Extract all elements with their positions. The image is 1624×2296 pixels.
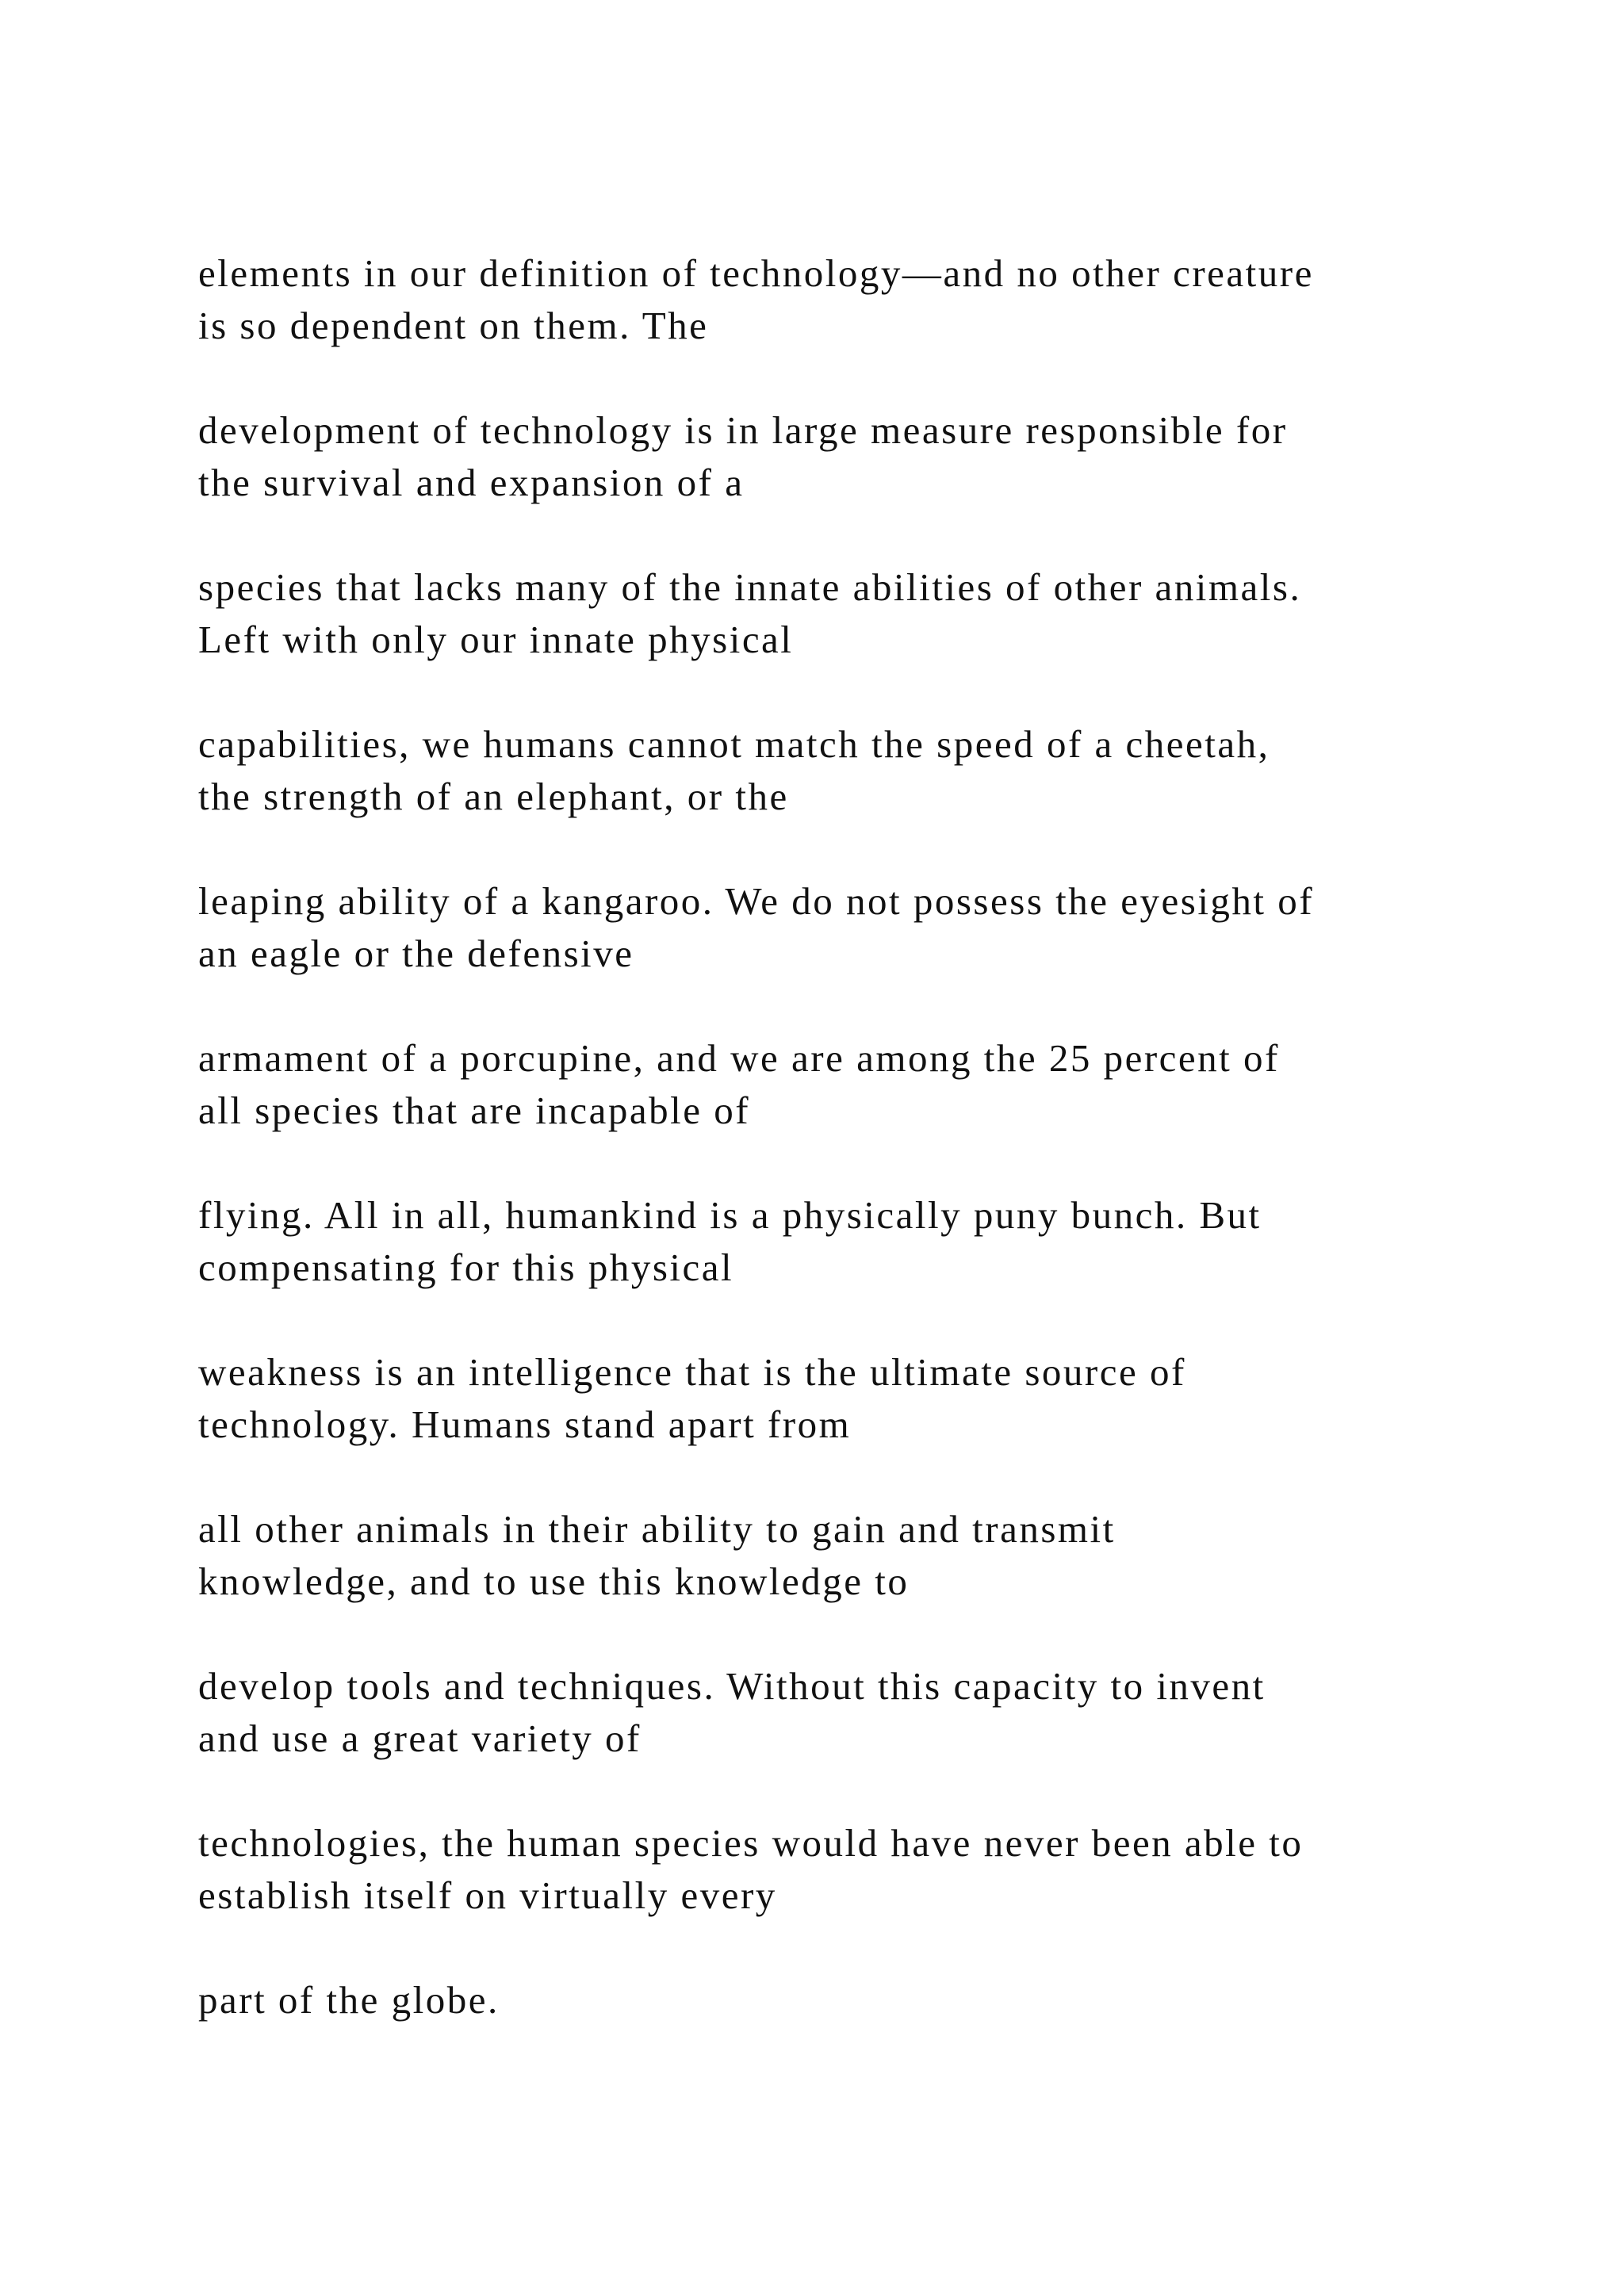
paragraph-line: compensating for this physical bbox=[198, 1246, 734, 1289]
paragraph-7 bbox=[198, 1189, 1507, 1294]
paragraph-line: and use a great variety of bbox=[198, 1716, 642, 1760]
body-text bbox=[198, 247, 1507, 2079]
paragraph-11 bbox=[198, 1817, 1507, 1922]
paragraph-line: all species that are incapable of bbox=[198, 1089, 751, 1132]
paragraph-line: capabilities, we humans cannot match the speed of a cheetah, bbox=[198, 722, 1270, 766]
paragraph-6 bbox=[198, 1032, 1507, 1137]
paragraph-2 bbox=[198, 404, 1507, 509]
paragraph-line: is so dependent on them. The bbox=[198, 304, 709, 347]
paragraph-line: leaping ability of a kangaroo. We do not possess the eyesight of bbox=[198, 879, 1315, 923]
paragraph-line: develop tools and techniques. Without this capacity to invent bbox=[198, 1664, 1266, 1708]
paragraph-line: flying. All in all, humankind is a physically puny bunch. But bbox=[198, 1193, 1262, 1237]
paragraph-line: part of the globe. bbox=[198, 1978, 500, 2022]
paragraph-line: species that lacks many of the innate abilities of other animals. bbox=[198, 565, 1302, 609]
paragraph-10 bbox=[198, 1660, 1507, 1765]
paragraph-8 bbox=[198, 1346, 1507, 1451]
paragraph-line: Left with only our innate physical bbox=[198, 618, 794, 661]
paragraph-line: development of technology is in large measure responsible for bbox=[198, 408, 1288, 452]
paragraph-line: the strength of an elephant, or the bbox=[198, 775, 789, 818]
paragraph-line: all other animals in their ability to gain and transmit bbox=[198, 1507, 1116, 1551]
paragraph-line: establish itself on virtually every bbox=[198, 1873, 777, 1917]
paragraph-4 bbox=[198, 718, 1507, 823]
paragraph-line: armament of a porcupine, and we are among the 25 percent of bbox=[198, 1036, 1280, 1080]
paragraph-9 bbox=[198, 1503, 1507, 1608]
paragraph-line: weakness is an intelligence that is the ultimate source of bbox=[198, 1350, 1186, 1394]
paragraph-1 bbox=[198, 247, 1507, 352]
paragraph-line: the survival and expansion of a bbox=[198, 461, 745, 504]
paragraph-line: technology. Humans stand apart from bbox=[198, 1402, 852, 1446]
paragraph-12 bbox=[198, 1974, 1507, 2026]
paragraph-line: knowledge, and to use this knowledge to bbox=[198, 1559, 910, 1603]
paragraph-5 bbox=[198, 875, 1507, 980]
paragraph-line: an eagle or the defensive bbox=[198, 932, 634, 975]
paragraph-line: elements in our definition of technology—and no other creature bbox=[198, 251, 1314, 295]
paragraph-3 bbox=[198, 561, 1507, 666]
paragraph-line: technologies, the human species would have never been able to bbox=[198, 1821, 1304, 1865]
